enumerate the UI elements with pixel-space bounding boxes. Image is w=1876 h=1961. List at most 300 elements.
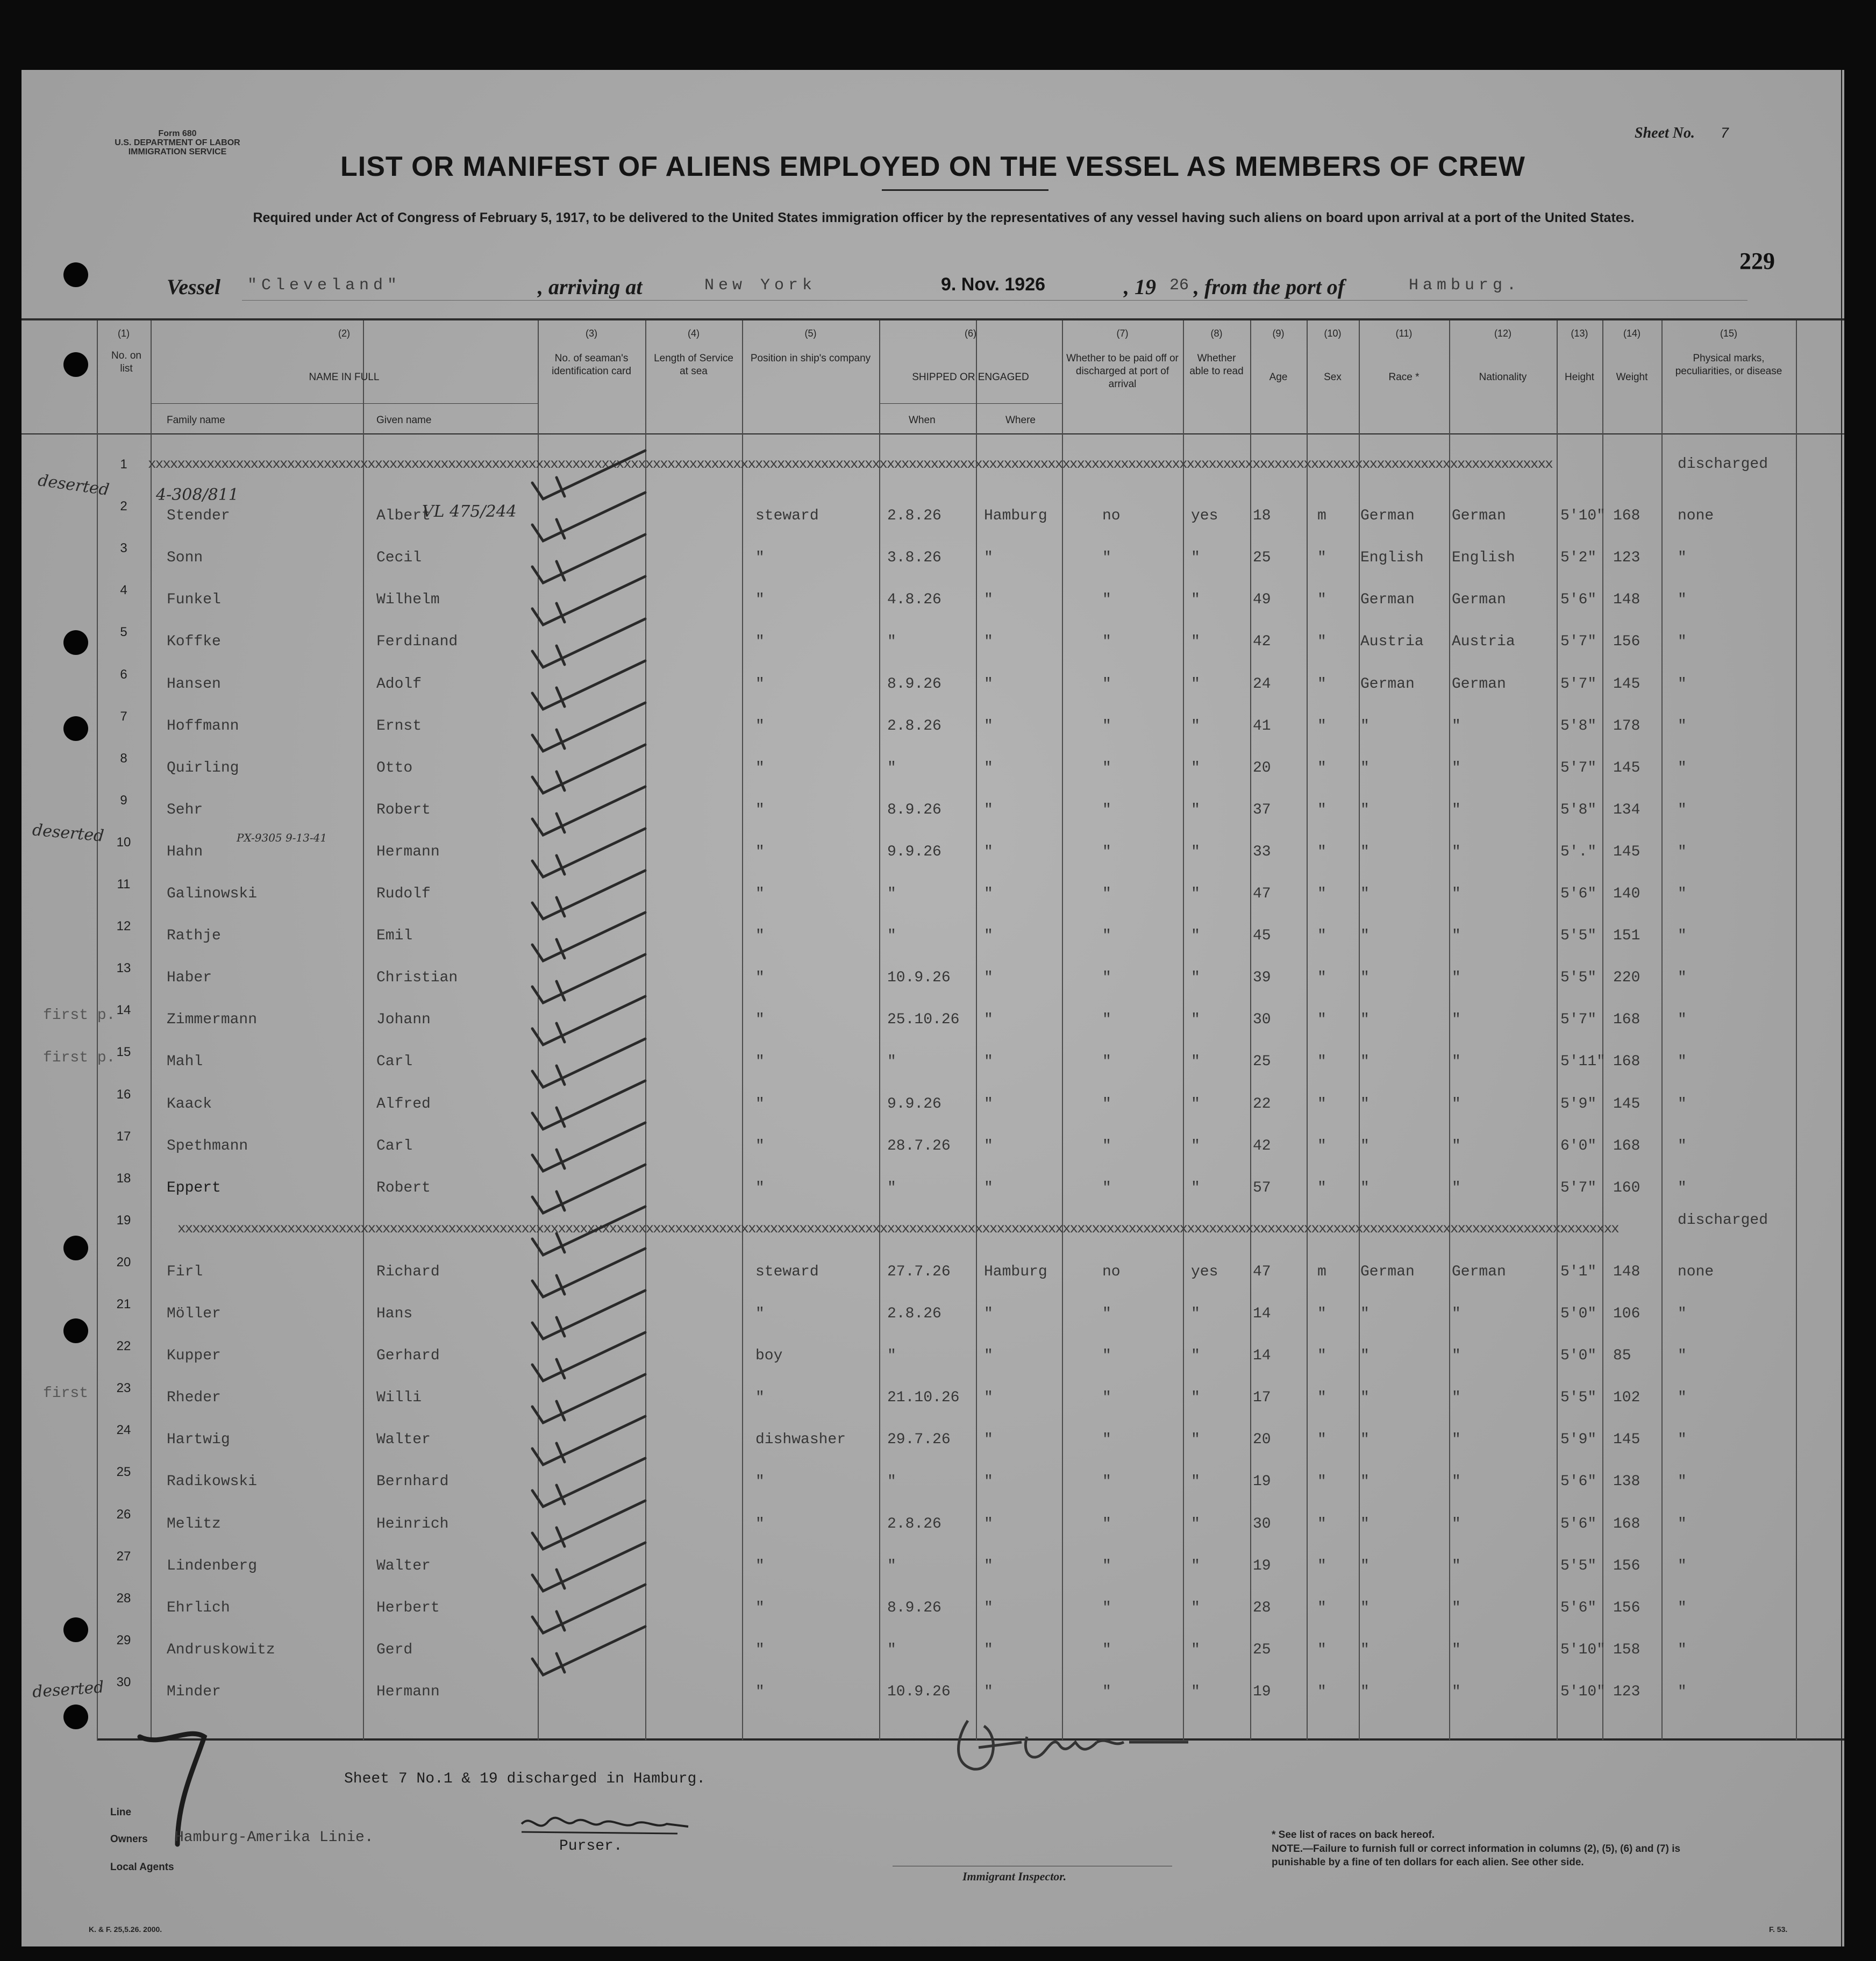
cell-race: " — [1360, 969, 1369, 986]
cell-weight: 145 — [1613, 844, 1640, 860]
cell-race: " — [1360, 886, 1369, 902]
column-number: (1) — [118, 328, 130, 339]
check-mark — [532, 912, 645, 961]
column-header: No. on list — [111, 350, 141, 374]
check-mark — [532, 451, 645, 499]
row-number: 15 — [116, 1045, 131, 1059]
row-number: 7 — [120, 709, 127, 724]
column-rule — [1449, 320, 1450, 1740]
cell-when: 29.7.26 — [887, 1431, 951, 1448]
cell-paid: " — [1102, 1642, 1111, 1658]
column-header: SHIPPED OR ENGAGED — [912, 372, 1029, 383]
punch-hole — [63, 1617, 88, 1642]
cell-marks: discharged — [1678, 1212, 1768, 1229]
vessel-underline — [242, 300, 1747, 301]
row-number: 6 — [120, 667, 127, 682]
cell-given: Carl — [376, 1138, 413, 1154]
cell-marks: " — [1678, 1347, 1687, 1364]
column-rule — [1661, 320, 1663, 1740]
cell-read: " — [1191, 1389, 1200, 1406]
cell-nat: German — [1452, 676, 1506, 693]
cell-given: Carl — [376, 1053, 413, 1070]
cell-height: 5'5" — [1560, 1389, 1597, 1406]
cell-where: " — [984, 633, 993, 650]
cell-paid: " — [1102, 1347, 1111, 1364]
cell-family: Ehrlich — [167, 1600, 230, 1616]
cell-position: " — [755, 1138, 765, 1154]
cell-paid: " — [1102, 1306, 1111, 1322]
cell-given: Walter — [376, 1558, 431, 1574]
cell-position: " — [755, 969, 765, 986]
cell-age: 47 — [1253, 886, 1271, 902]
cell-given: Heinrich — [376, 1516, 449, 1532]
cell-where: " — [984, 1138, 993, 1154]
cell-where: " — [984, 928, 993, 944]
cell-race: " — [1360, 1431, 1369, 1448]
cell-position: " — [755, 1389, 765, 1406]
cell-weight: 138 — [1613, 1473, 1640, 1490]
cell-family: Minder — [167, 1684, 221, 1700]
row-number: 2 — [120, 499, 127, 514]
punch-hole — [63, 1236, 88, 1260]
row-number: 23 — [116, 1381, 131, 1395]
cell-paid: " — [1102, 1473, 1111, 1490]
cell-nat: " — [1452, 969, 1461, 986]
cell-nat: German — [1452, 591, 1506, 608]
cell-family: Kupper — [167, 1347, 221, 1364]
column-number: (8) — [1210, 328, 1223, 339]
shipped-subhead-rule — [879, 403, 1062, 404]
given-name-subhead: Given name — [376, 415, 432, 426]
cell-given: Hans — [376, 1306, 413, 1322]
cell-read: " — [1191, 760, 1200, 776]
line-label: Line — [110, 1807, 132, 1818]
cell-nat: " — [1452, 1306, 1461, 1322]
cell-paid: " — [1102, 1011, 1111, 1028]
right-edge-rule — [1841, 70, 1842, 1946]
cell-nat: " — [1452, 1138, 1461, 1154]
cell-paid: " — [1102, 886, 1111, 902]
cell-family: Mahl — [167, 1053, 203, 1070]
punch-hole — [63, 630, 88, 655]
cell-position: " — [755, 1642, 765, 1658]
cell-weight: 168 — [1613, 1138, 1640, 1154]
cell-race: " — [1360, 1558, 1369, 1574]
cell-race: English — [1360, 550, 1424, 566]
cell-age: 18 — [1253, 508, 1271, 524]
cell-weight: 106 — [1613, 1306, 1640, 1322]
cell-marks: " — [1678, 928, 1687, 944]
cell-when: " — [887, 928, 896, 944]
column-header: Weight — [1616, 372, 1648, 383]
cell-position: " — [755, 1011, 765, 1028]
column-rule — [976, 320, 977, 1740]
column-rule — [1557, 320, 1558, 1740]
cell-where: " — [984, 1011, 993, 1028]
cell-paid: " — [1102, 844, 1111, 860]
cell-given: Hermann — [376, 1684, 440, 1700]
column-header: Physical marks, peculiarities, or disease — [1675, 353, 1782, 377]
footer-discharge-note: Sheet 7 No.1 & 19 discharged in Hamburg. — [344, 1771, 706, 1787]
cell-where: " — [984, 760, 993, 776]
cell-paid: " — [1102, 1600, 1111, 1616]
cell-height: 5'7" — [1560, 1180, 1597, 1196]
cell-marks: " — [1678, 1684, 1687, 1700]
cell-nat: " — [1452, 1684, 1461, 1700]
cell-marks: " — [1678, 1642, 1687, 1658]
cell-marks: " — [1678, 550, 1687, 566]
row-number: 30 — [116, 1675, 131, 1689]
row-number: 24 — [116, 1423, 131, 1437]
cell-height: 5'6" — [1560, 886, 1597, 902]
column-header: Position in ship's company — [750, 353, 871, 364]
cell-age: 42 — [1253, 633, 1271, 650]
column-rule — [151, 320, 152, 1740]
cell-when: " — [887, 1347, 896, 1364]
cell-position: " — [755, 844, 765, 860]
cell-age: 45 — [1253, 928, 1271, 944]
cell-when: " — [887, 1053, 896, 1070]
cell-nat: " — [1452, 1096, 1461, 1113]
cell-height: 5'6" — [1560, 1473, 1597, 1490]
cell-paid: " — [1102, 1053, 1111, 1070]
cell-race: German — [1360, 508, 1415, 524]
check-mark — [532, 1123, 645, 1171]
cell-weight: 160 — [1613, 1180, 1640, 1196]
cell-where: " — [984, 1389, 993, 1406]
column-header: Whether able to read — [1189, 353, 1244, 377]
column-header: Age — [1269, 372, 1288, 383]
check-mark — [532, 619, 645, 667]
cell-race: " — [1360, 1347, 1369, 1364]
cell-paid: " — [1102, 1431, 1111, 1448]
cell-nat: " — [1452, 802, 1461, 818]
cell-age: 39 — [1253, 969, 1271, 986]
row2-handwritten-number: 4-308/811 — [156, 486, 239, 504]
row-number: 10 — [116, 835, 131, 850]
page-number: 229 — [1739, 248, 1775, 274]
cell-given: Willi — [376, 1389, 422, 1406]
cell-family: Stender — [167, 508, 230, 524]
row-number: 13 — [116, 961, 131, 975]
cell-where: Hamburg — [984, 1264, 1047, 1280]
cell-paid: " — [1102, 1558, 1111, 1574]
cell-weight: 168 — [1613, 1011, 1640, 1028]
cell-paid: no — [1102, 508, 1121, 524]
cell-weight: 168 — [1613, 1516, 1640, 1532]
cell-age: 49 — [1253, 591, 1271, 608]
cell-height: 5'10" — [1560, 508, 1606, 524]
cell-sex: " — [1317, 1684, 1326, 1700]
cell-where: " — [984, 1180, 993, 1196]
cell-height: 5'6" — [1560, 1600, 1597, 1616]
cell-height: 5'10" — [1560, 1642, 1606, 1658]
cell-nat: " — [1452, 1347, 1461, 1364]
cell-nat: " — [1452, 1516, 1461, 1532]
cell-read: " — [1191, 1180, 1200, 1196]
cell-given: Gerhard — [376, 1347, 440, 1364]
cell-paid: " — [1102, 1684, 1111, 1700]
row-number: 26 — [116, 1507, 131, 1522]
cell-family: Rheder — [167, 1389, 221, 1406]
cell-where: " — [984, 969, 993, 986]
check-mark — [532, 745, 645, 793]
cell-where: " — [984, 1431, 993, 1448]
cell-race: " — [1360, 1138, 1369, 1154]
cell-where: " — [984, 1642, 993, 1658]
column-rule — [1359, 320, 1360, 1740]
check-mark — [532, 1165, 645, 1213]
cell-height: 5'0" — [1560, 1306, 1597, 1322]
cell-family: Hansen — [167, 676, 221, 693]
row-number: 12 — [116, 919, 131, 933]
column-rule — [363, 320, 364, 1740]
cell-weight: 140 — [1613, 886, 1640, 902]
cell-read: " — [1191, 591, 1200, 608]
column-number: (5) — [804, 328, 817, 339]
punch-hole — [63, 1318, 88, 1343]
cell-weight: 156 — [1613, 1600, 1640, 1616]
cell-height: 5'2" — [1560, 550, 1597, 566]
cell-marks: " — [1678, 1516, 1687, 1532]
cell-weight: 148 — [1613, 591, 1640, 608]
cell-sex: " — [1317, 1431, 1326, 1448]
row-number: 4 — [120, 583, 127, 597]
sheet-label: Sheet No. — [1635, 125, 1695, 141]
cell-height: 6'0" — [1560, 1138, 1597, 1154]
cell-age: 25 — [1253, 1642, 1271, 1658]
cell-when: 2.8.26 — [887, 1516, 941, 1532]
cell-marks: " — [1678, 1138, 1687, 1154]
cell-when: 21.10.26 — [887, 1389, 960, 1406]
cell-given: Bernhard — [376, 1473, 449, 1490]
cell-sex: " — [1317, 1306, 1326, 1322]
cell-weight: 151 — [1613, 928, 1640, 944]
cell-height: 5'6" — [1560, 1516, 1597, 1532]
cell-age: 19 — [1253, 1473, 1271, 1490]
cell-read: " — [1191, 1600, 1200, 1616]
cell-sex: " — [1317, 1180, 1326, 1196]
cell-where: " — [984, 1053, 993, 1070]
cell-race: Austria — [1360, 633, 1424, 650]
cell-sex: " — [1317, 1558, 1326, 1574]
cell-where: " — [984, 1558, 993, 1574]
cell-read: " — [1191, 1558, 1200, 1574]
cell-when: 8.9.26 — [887, 676, 941, 693]
cell-race: German — [1360, 676, 1415, 693]
column-number: (10) — [1324, 328, 1342, 339]
cell-sex: " — [1317, 760, 1326, 776]
vessel-label: Vessel — [167, 275, 220, 299]
row-number: 1 — [120, 457, 127, 472]
column-header: Height — [1565, 372, 1594, 383]
column-number: (14) — [1623, 328, 1640, 339]
check-mark — [532, 576, 645, 625]
cell-sex: " — [1317, 718, 1326, 735]
cell-read: " — [1191, 1306, 1200, 1322]
cell-position: " — [755, 1600, 765, 1616]
cell-where: " — [984, 1473, 993, 1490]
cell-nat: " — [1452, 1600, 1461, 1616]
purser-label: Purser. — [559, 1838, 623, 1855]
cell-family: Möller — [167, 1306, 221, 1322]
cell-nat: " — [1452, 1011, 1461, 1028]
cell-where: " — [984, 802, 993, 818]
check-mark — [532, 954, 645, 1003]
check-mark — [532, 1039, 645, 1087]
cell-sex: m — [1317, 1264, 1326, 1280]
owners-label: Owners — [110, 1834, 148, 1845]
printer-code: K. & F. 25,5.26. 2000. — [89, 1925, 162, 1934]
first-note-14: first p. — [43, 1007, 116, 1024]
row-number: 14 — [116, 1003, 131, 1017]
cell-read: " — [1191, 633, 1200, 650]
check-mark — [532, 1543, 645, 1591]
strikeout-row-19: xxxxxxxxxxxxxxxxxxxxxxxxxxxxxxxxxxxxxxxxxxxxxxxxxxxxxxxxxxxxxxxxxxxxxxxxxxxxxxxxxxxxxxxxxxxxxxxxxxxxxxxxxxxxxxxxxxxxxxxxxxxxxxxxxxxxxxxxxxxxxxxxxxxxxxxxxxxxxxxxxxxxxxxxxxxxxxxxxxxxxxxxxxxxxxxxxxxxx — [177, 1221, 1618, 1237]
row10-handwritten-number: PX-9305 9-13-41 — [237, 831, 327, 844]
cell-family: Kaack — [167, 1096, 212, 1113]
cell-position: " — [755, 1516, 765, 1532]
row-number: 27 — [116, 1549, 131, 1564]
cell-paid: " — [1102, 1138, 1111, 1154]
check-mark — [532, 1249, 645, 1297]
cell-height: 5'9" — [1560, 1431, 1597, 1448]
cell-family: Radikowski — [167, 1473, 258, 1490]
cell-height: 5'7" — [1560, 676, 1597, 693]
cell-race: " — [1360, 928, 1369, 944]
cell-position: boy — [755, 1347, 783, 1364]
cell-family: Lindenberg — [167, 1558, 258, 1574]
column-number: (6) — [965, 328, 976, 339]
cell-paid: " — [1102, 1096, 1111, 1113]
cell-paid: " — [1102, 718, 1111, 735]
cell-paid: " — [1102, 591, 1111, 608]
cell-paid: " — [1102, 550, 1111, 566]
row-number: 17 — [116, 1129, 131, 1144]
cell-read: " — [1191, 1096, 1200, 1113]
cell-given: Robert — [376, 1180, 431, 1196]
cell-race: " — [1360, 1473, 1369, 1490]
cell-read: " — [1191, 969, 1200, 986]
cell-when: 25.10.26 — [887, 1011, 960, 1028]
column-header: Whether to be paid off or discharged at port of arrival — [1066, 353, 1179, 390]
cell-marks: " — [1678, 1306, 1687, 1322]
when-subhead: When — [909, 415, 936, 426]
cell-position: " — [755, 591, 765, 608]
cell-marks: " — [1678, 969, 1687, 986]
cell-marks: " — [1678, 1600, 1687, 1616]
cell-family: Eppert — [167, 1180, 221, 1196]
cell-position: " — [755, 1306, 765, 1322]
cell-sex: " — [1317, 1096, 1326, 1113]
cell-read: " — [1191, 1011, 1200, 1028]
cell-position: " — [755, 802, 765, 818]
column-number: (11) — [1395, 328, 1413, 339]
where-subhead: Where — [1005, 415, 1036, 426]
cell-given: Albert — [376, 508, 431, 524]
cell-marks: " — [1678, 1431, 1687, 1448]
row-number: 11 — [117, 877, 131, 892]
cell-when: " — [887, 1180, 896, 1196]
column-number: (12) — [1494, 328, 1511, 339]
cell-weight: 145 — [1613, 676, 1640, 693]
check-mark — [532, 1627, 645, 1675]
cell-position: " — [755, 1473, 765, 1490]
cell-race: " — [1360, 1096, 1369, 1113]
cell-nat: " — [1452, 1389, 1461, 1406]
cell-when: " — [887, 886, 896, 902]
cell-where: " — [984, 591, 993, 608]
cell-weight: 85 — [1613, 1347, 1631, 1364]
cell-read: yes — [1191, 508, 1218, 524]
cell-height: 5'7" — [1560, 633, 1597, 650]
check-mark — [532, 1290, 645, 1339]
cell-height: 5'." — [1560, 844, 1597, 860]
cell-marks: none — [1678, 508, 1714, 524]
title-underline — [882, 189, 1048, 191]
cell-given: Robert — [376, 802, 431, 818]
cell-weight: 102 — [1613, 1389, 1640, 1406]
cell-position: " — [755, 886, 765, 902]
column-number: (9) — [1272, 328, 1285, 339]
purser-signature — [516, 1808, 699, 1845]
year-prefix: , 19 — [1124, 275, 1156, 299]
cell-height: 5'8" — [1560, 802, 1597, 818]
column-number: (3) — [586, 328, 597, 339]
cell-marks: " — [1678, 844, 1687, 860]
cell-position: " — [755, 633, 765, 650]
cell-nat: " — [1452, 844, 1461, 860]
year-suffix: 26 — [1169, 276, 1189, 295]
cell-given: Rudolf — [376, 886, 431, 902]
cell-age: 25 — [1253, 1053, 1271, 1070]
cell-paid: no — [1102, 1264, 1121, 1280]
cell-marks: " — [1678, 886, 1687, 902]
cell-marks: " — [1678, 760, 1687, 776]
column-rule — [879, 320, 880, 1740]
cell-age: 19 — [1253, 1558, 1271, 1574]
check-mark — [532, 1332, 645, 1381]
cell-where: " — [984, 1684, 993, 1700]
cell-read: " — [1191, 802, 1200, 818]
cell-nat: " — [1452, 1431, 1461, 1448]
cell-when: " — [887, 1473, 896, 1490]
cell-family: Melitz — [167, 1516, 221, 1532]
row-number: 19 — [116, 1213, 131, 1228]
cell-given: Herbert — [376, 1600, 440, 1616]
cell-marks: discharged — [1678, 456, 1768, 473]
deserted-note-3: deserted — [31, 1678, 105, 1702]
cell-weight: 156 — [1613, 1558, 1640, 1574]
cell-age: 17 — [1253, 1389, 1271, 1406]
punch-hole — [63, 716, 88, 741]
deserted-note-1: deserted — [37, 470, 111, 500]
cell-when: 10.9.26 — [887, 1684, 951, 1700]
cell-read: " — [1191, 1473, 1200, 1490]
column-rule — [1062, 320, 1063, 1740]
sheet-value: 7 — [1720, 126, 1729, 142]
cell-weight: 178 — [1613, 718, 1640, 735]
cell-read: " — [1191, 550, 1200, 566]
department-name: U.S. DEPARTMENT OF LABOR — [115, 138, 240, 147]
cell-paid: " — [1102, 1180, 1111, 1196]
cell-sex: " — [1317, 928, 1326, 944]
cell-age: 28 — [1253, 1600, 1271, 1616]
punch-hole — [63, 1705, 88, 1729]
row-number: 28 — [116, 1591, 131, 1606]
cell-read: " — [1191, 928, 1200, 944]
cell-height: 5'7" — [1560, 760, 1597, 776]
